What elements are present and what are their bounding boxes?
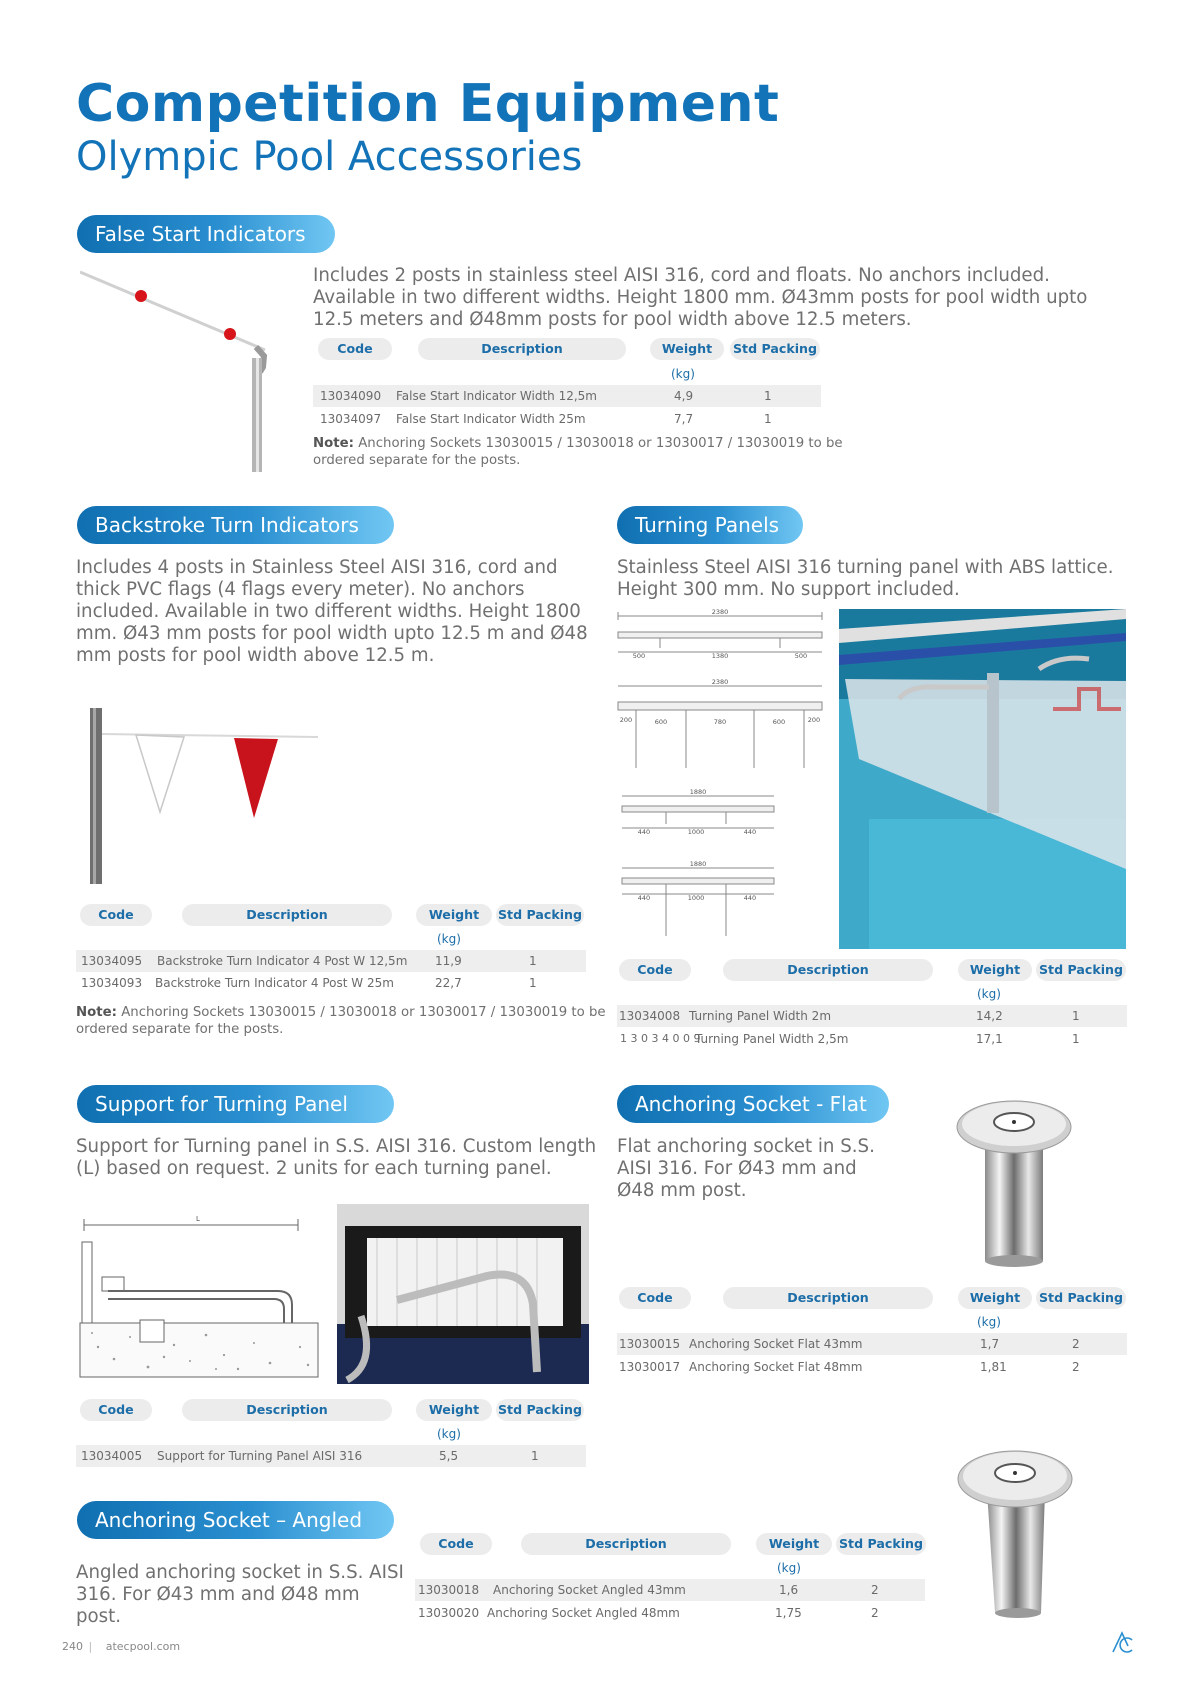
row-weight: 7,7: [674, 412, 694, 426]
row-packing: 2: [871, 1583, 879, 1597]
turning-panel-technical-drawing: [614, 606, 824, 946]
col-header-std-packing: Std Packing: [836, 1533, 926, 1555]
col-header-weight: Weight: [650, 338, 724, 360]
section-heading-support: Support for Turning Panel: [77, 1085, 394, 1123]
turning-panel-pool-photo: [839, 609, 1126, 949]
row-code: 13034093: [81, 976, 143, 990]
row-weight: 17,1: [976, 1032, 1003, 1046]
dimension-label: 500: [794, 652, 808, 660]
row-packing: 1: [764, 389, 772, 403]
section-heading-backstroke: Backstroke Turn Indicators: [77, 506, 394, 544]
row-description: Backstroke Turn Indicator 4 Post W 25m: [155, 976, 394, 990]
row-description: Anchoring Socket Flat 43mm: [689, 1337, 863, 1351]
row-description: False Start Indicator Width 25m: [396, 412, 586, 426]
weight-unit: (kg): [977, 987, 1001, 1001]
dimension-label: 600: [772, 718, 786, 726]
col-header-std-packing: Std Packing: [496, 1399, 584, 1421]
row-weight: 5,5: [439, 1449, 459, 1463]
row-packing: 1: [1072, 1032, 1080, 1046]
footer-website: atecpool.com: [105, 1640, 181, 1653]
page-subtitle: Olympic Pool Accessories: [76, 134, 583, 180]
row-description: Turning Panel Width 2,5m: [695, 1032, 849, 1046]
dimension-label: L: [196, 1215, 200, 1223]
note-label: Note:: [76, 1005, 117, 1020]
dimension-label: 1000: [687, 894, 705, 902]
backstroke-description: Includes 4 posts in Stainless Steel AISI 316, cord and thick PVC flags (4 flags every meter). No anchors included. Available in two different widths. Height 1800 mm. Ø43 mm posts for pool width upto 12.5 m and Ø48 mm posts for pool width above 12.5 m.: [76, 557, 588, 666]
col-header-std-packing: Std Packing: [1036, 959, 1126, 981]
col-header-weight: Weight: [958, 1287, 1032, 1309]
row-packing: 2: [1072, 1337, 1080, 1351]
false-start-indicator-image: [80, 262, 280, 472]
dimension-label: 440: [743, 894, 757, 902]
support-technical-drawing: [78, 1207, 320, 1379]
page-title: Competition Equipment: [76, 74, 780, 134]
col-header-weight: Weight: [756, 1533, 832, 1555]
row-description: Anchoring Socket Angled 48mm: [487, 1606, 680, 1620]
dimension-label: 440: [743, 828, 757, 836]
col-header-description: Description: [521, 1533, 731, 1555]
row-code: 13030020: [418, 1606, 480, 1620]
table-row: [617, 1356, 1127, 1378]
weight-unit: (kg): [437, 932, 461, 946]
backstroke-indicator-image: [88, 708, 328, 884]
row-weight: 1,7: [980, 1337, 1000, 1351]
dimension-label: 440: [637, 828, 651, 836]
col-header-code: Code: [318, 338, 392, 360]
row-code: 13034005: [81, 1449, 143, 1463]
row-code: 13034097: [320, 412, 382, 426]
col-header-std-packing: Std Packing: [730, 338, 820, 360]
dimension-label: 440: [637, 894, 651, 902]
table-row: [313, 385, 821, 407]
row-code: 13030017: [619, 1360, 681, 1374]
col-header-code: Code: [80, 904, 152, 926]
col-header-weight: Weight: [416, 1399, 492, 1421]
row-code: 1 3 0 3 4 0 0 9: [620, 1032, 701, 1045]
socket-angled-image: [955, 1441, 1075, 1621]
row-packing: 1: [764, 412, 772, 426]
table-row: [617, 1005, 1127, 1027]
note-label: Note:: [313, 436, 354, 451]
col-header-std-packing: Std Packing: [496, 904, 584, 926]
dimension-label: 200: [807, 716, 821, 724]
row-code: 13030015: [619, 1337, 681, 1351]
table-row: [415, 1579, 925, 1601]
page-number: 240: [62, 1640, 83, 1653]
row-description: Anchoring Socket Flat 48mm: [689, 1360, 863, 1374]
dimension-label: 200: [619, 716, 633, 724]
col-header-std-packing: Std Packing: [1036, 1287, 1126, 1309]
row-description: Anchoring Socket Angled 43mm: [493, 1583, 686, 1597]
col-header-code: Code: [619, 959, 691, 981]
row-weight: 1,6: [779, 1583, 799, 1597]
row-weight: 4,9: [674, 389, 694, 403]
dimension-label: 1880: [689, 860, 707, 868]
dimension-label: 1000: [687, 828, 705, 836]
col-header-code: Code: [420, 1533, 492, 1555]
socket-flat-description: Flat anchoring socket in S.S. AISI 316. For Ø43 mm and Ø48 mm post.: [617, 1136, 875, 1201]
note-text: Anchoring Sockets 13030015 / 13030018 or 13030017 / 13030019 to be ordered separate for the posts.: [76, 1005, 606, 1037]
col-header-description: Description: [182, 1399, 392, 1421]
table-row: [313, 408, 821, 430]
dimension-label: 500: [632, 652, 646, 660]
row-description: Backstroke Turn Indicator 4 Post W 12,5m: [157, 954, 408, 968]
backstroke-note: [76, 1005, 606, 1038]
dimension-label: 1380: [711, 652, 729, 660]
table-row: [76, 1445, 586, 1467]
row-description: Support for Turning Panel AISI 316: [157, 1449, 363, 1463]
footer-separator: |: [88, 1640, 93, 1653]
row-weight: 1,81: [980, 1360, 1007, 1374]
brand-logo-icon: [1110, 1630, 1136, 1654]
weight-unit: (kg): [977, 1315, 1001, 1329]
weight-unit: (kg): [671, 367, 695, 381]
row-packing: 1: [531, 1449, 539, 1463]
table-row: [415, 1602, 925, 1624]
false-start-note: [313, 436, 873, 469]
row-packing: 1: [529, 954, 537, 968]
dimension-label: 2380: [711, 608, 729, 616]
row-description: Turning Panel Width 2m: [689, 1009, 832, 1023]
row-description: False Start Indicator Width 12,5m: [396, 389, 597, 403]
row-packing: 2: [871, 1606, 879, 1620]
support-photo: [337, 1204, 589, 1384]
row-packing: 2: [1072, 1360, 1080, 1374]
row-weight: 22,7: [435, 976, 462, 990]
weight-unit: (kg): [777, 1561, 801, 1575]
false-start-description: Includes 2 posts in stainless steel AISI 316, cord and floats. No anchors included. Available in two different widths. Height 1800 mm. Ø43mm posts for pool width upto 12.5 meters and Ø48mm posts for pool width above 12.5 meters.: [313, 265, 1088, 330]
dimension-label: 1880: [689, 788, 707, 796]
row-weight: 11,9: [435, 954, 462, 968]
turning-panels-description: Stainless Steel AISI 316 turning panel with ABS lattice. Height 300 mm. No support included.: [617, 557, 1114, 600]
row-code: 13034008: [619, 1009, 681, 1023]
row-packing: 1: [1072, 1009, 1080, 1023]
col-header-description: Description: [723, 959, 933, 981]
table-row: [617, 1333, 1127, 1355]
col-header-code: Code: [619, 1287, 691, 1309]
table-row: [76, 950, 586, 972]
col-header-description: Description: [182, 904, 392, 926]
col-header-weight: Weight: [416, 904, 492, 926]
section-heading-turning-panels: Turning Panels: [617, 506, 803, 544]
page-footer: [62, 1640, 180, 1653]
row-code: 13034095: [81, 954, 143, 968]
col-header-weight: Weight: [958, 959, 1032, 981]
note-text: Anchoring Sockets 13030015 / 13030018 or 13030017 / 13030019 to be ordered separate for the posts.: [313, 436, 843, 468]
row-code: 13034090: [320, 389, 382, 403]
row-code: 13030018: [418, 1583, 480, 1597]
table-row: [76, 972, 586, 994]
weight-unit: (kg): [437, 1427, 461, 1441]
support-description: Support for Turning panel in S.S. AISI 316. Custom length (L) based on request. 2 units for each turning panel.: [76, 1136, 597, 1179]
section-heading-socket-flat: Anchoring Socket - Flat: [617, 1085, 889, 1123]
socket-flat-image: [955, 1091, 1075, 1267]
section-heading-socket-angled: Anchoring Socket – Angled: [77, 1501, 394, 1539]
row-packing: 1: [529, 976, 537, 990]
section-heading-false-start: False Start Indicators: [77, 215, 335, 253]
col-header-description: Description: [723, 1287, 933, 1309]
table-row: [617, 1028, 1127, 1050]
row-weight: 14,2: [976, 1009, 1003, 1023]
dimension-label: 2380: [711, 678, 729, 686]
dimension-label: 780: [713, 718, 727, 726]
col-header-code: Code: [80, 1399, 152, 1421]
col-header-description: Description: [418, 338, 626, 360]
row-weight: 1,75: [775, 1606, 802, 1620]
dimension-label: 600: [654, 718, 668, 726]
socket-angled-description: Angled anchoring socket in S.S. AISI 316. For Ø43 mm and Ø48 mm post.: [76, 1562, 404, 1627]
